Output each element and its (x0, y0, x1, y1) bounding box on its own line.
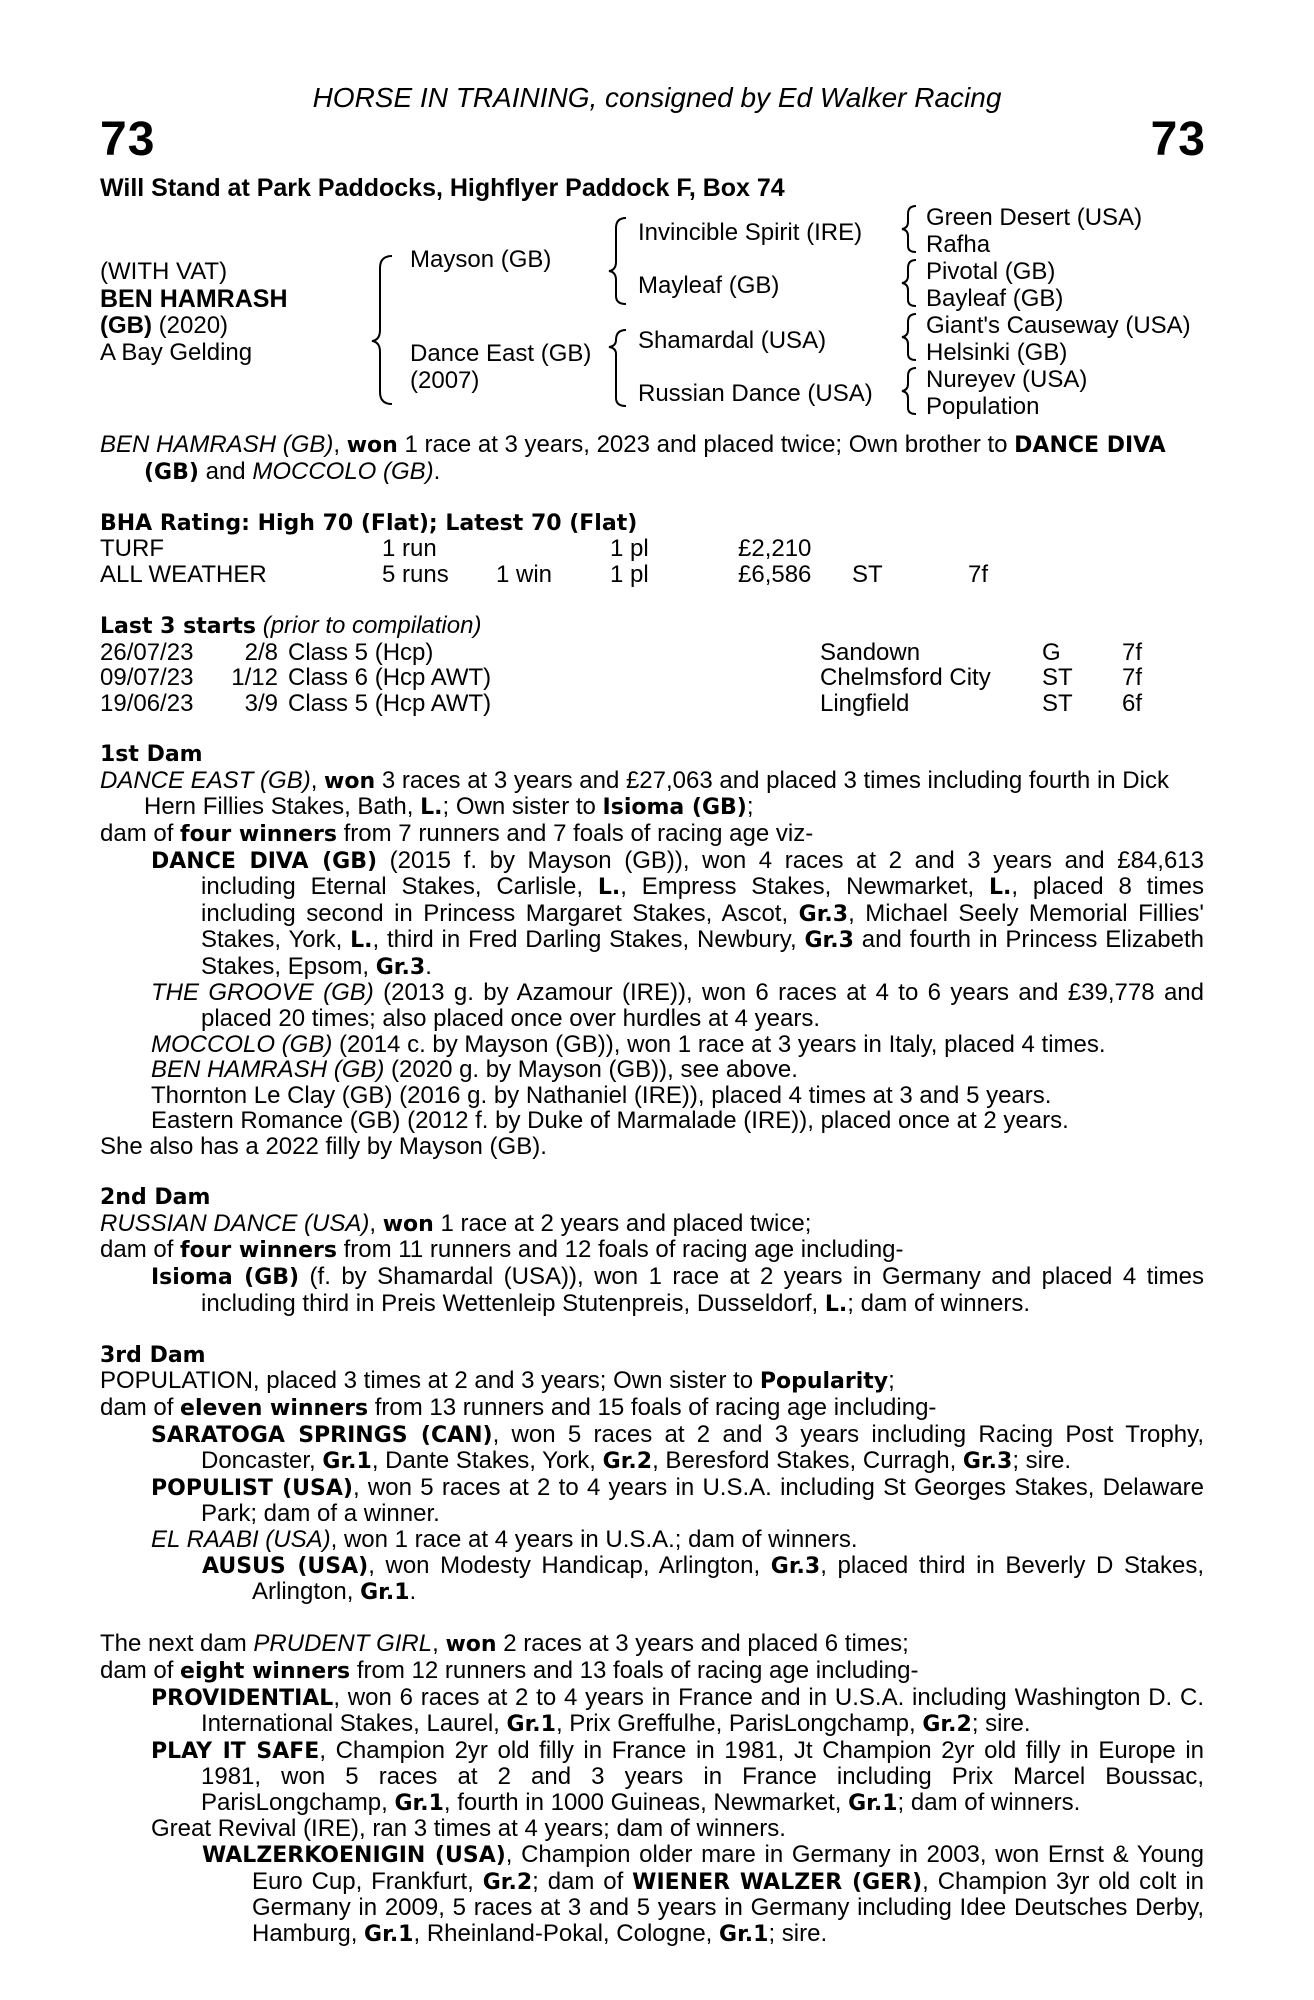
surface: ALL WEATHER (100, 560, 267, 588)
sire: Mayson (GB) (410, 246, 552, 273)
last-starts-title (100, 613, 1204, 640)
table-row (100, 536, 1028, 562)
ggp-6: Helsinki (GB) (926, 339, 1068, 366)
produce-name: SARATOGA SPRINGS (CAN) (151, 1422, 493, 1448)
start-class: Class 6 (Hcp AWT) (288, 664, 492, 692)
dam-of-label: dam of (100, 1656, 181, 1684)
produce-text: , third in Fred Darling Stakes, Newbury, (372, 926, 805, 954)
ggp-8: Population (926, 393, 1040, 420)
dam4-record (100, 1631, 1204, 1658)
winners-count: four winners (180, 821, 337, 847)
start-position: 3/9 (244, 689, 278, 717)
dam-of-text: from 11 runners and 12 foals of racing age including- (336, 1236, 904, 1264)
ggp-7: Nureyev (USA) (926, 366, 1088, 393)
ggp-3: Pivotal (GB) (926, 258, 1056, 285)
dam1-name: DANCE EAST (GB) (100, 766, 311, 794)
horse-year: (2020) (158, 312, 229, 339)
produce-text: . (409, 1578, 417, 1606)
summary-text: 1 race at 3 years, 2023 and placed twice; Own brother to (397, 431, 1015, 458)
group-label: Gr.3 (798, 901, 849, 927)
produce-text: ; dam of winners. (897, 1788, 1081, 1816)
produce-thornton-le-clay: Thornton Le Clay (GB) (2016 g. by Nathaniel (IRE)), placed 4 times at 3 and 5 years. (151, 1081, 1052, 1109)
placed: 1 pl (610, 535, 649, 563)
table-row (100, 691, 1182, 717)
produce-text: ; sire. (1012, 1447, 1072, 1475)
dam3-text: POPULATION, placed 3 times at 2 and 3 years; Own sister to (100, 1367, 760, 1395)
start-course: Sandown (820, 638, 921, 666)
produce-text: , Champion older mare in Germany in 2003, won Ernst & Young Euro Cup, Frankfurt, (252, 1841, 1204, 1895)
group-label: Gr.1 (322, 1449, 372, 1475)
produce-isioma (100, 1264, 1204, 1317)
group-label: Gr.1 (506, 1712, 556, 1738)
produce-walzerkoenigin (100, 1842, 1204, 1947)
dam2-name: RUSSIAN DANCE (USA) (100, 1209, 370, 1237)
prize: £2,210 (738, 535, 812, 563)
placed: 1 pl (610, 560, 649, 588)
last-starts-subtitle: (prior to compilation) (262, 612, 482, 640)
dam3-record (100, 1368, 1204, 1395)
produce-providential (100, 1685, 1204, 1738)
produce-text: , Rheinland-Pokal, Cologne, (413, 1919, 720, 1947)
produce-name: PROVIDENTIAL (151, 1685, 334, 1711)
dam-of-text: from 13 runners and 15 foals of racing age including- (368, 1393, 937, 1421)
dam-of-text: from 7 runners and 7 foals of racing age viz- (336, 819, 814, 847)
produce-saratoga-springs (100, 1422, 1204, 1475)
dam4-name: PRUDENT GIRL (253, 1630, 433, 1658)
horse-country: (GB) (100, 312, 152, 339)
winners-count: eleven winners (180, 1395, 369, 1421)
dam1-text-2: ; Own sister to (442, 793, 603, 821)
produce-ben-hamrash (100, 1057, 1204, 1083)
produce-name: POPULIST (USA) (151, 1475, 353, 1501)
dam1-produce-summary (100, 821, 1204, 848)
dam-of-text: from 12 runners and 13 foals of racing age including- (350, 1656, 919, 1684)
vat-status: (WITH VAT) (100, 258, 228, 285)
dam-of-label: dam of (100, 1236, 181, 1264)
produce-name: AUSUS (USA) (202, 1553, 369, 1579)
group-label: Gr.3 (375, 954, 426, 980)
dam2-title: 2nd Dam (100, 1185, 211, 1211)
produce-text: (f. by Shamardal (USA)), won 1 race at 2 years in Germany and placed 4 times including third in Preis Wettenleip Stutenpreis, Dusseldorf, (201, 1263, 1204, 1317)
produce-text: ; sire. (971, 1710, 1031, 1738)
wins: 1 win (496, 560, 553, 588)
last-starts-table (100, 640, 1182, 717)
produce-text: and fourth in Princess Elizabeth Stakes, Epsom, (201, 926, 1204, 980)
group-label: Gr.1 (848, 1790, 898, 1816)
produce-el-raabi (100, 1527, 1204, 1553)
start-going: ST (1042, 689, 1073, 717)
dam3-title: 3rd Dam (100, 1342, 206, 1368)
produce-text: , won 1 race at 4 years in U.S.A.; dam of winners. (330, 1525, 858, 1553)
produce-moccolo (100, 1032, 1204, 1058)
produce-ausus (100, 1553, 1204, 1606)
produce-name: THE GROOVE (GB) (151, 979, 374, 1007)
runs: 1 run (382, 535, 437, 563)
group-label: Gr.2 (482, 1869, 533, 1895)
dam1-title: 1st Dam (100, 742, 203, 768)
going: ST (852, 560, 883, 588)
dam2-text: 1 race at 2 years and placed twice; (433, 1209, 812, 1237)
table-row (100, 562, 1028, 588)
summary-text-2: and (198, 457, 253, 485)
produce-text: , won 5 races at 2 and 3 years including Racing Post Trophy, Doncaster, (201, 1420, 1204, 1475)
listed-label: L. (989, 875, 1012, 901)
produce-text: (2020 g. by Mayson (GB)), see above. (384, 1056, 798, 1084)
dam-sire: Shamardal (USA) (638, 327, 827, 354)
dam2-won: won (382, 1211, 434, 1237)
listed-label: L. (350, 928, 373, 954)
produce-text: , Empress Stakes, Newmarket, (620, 873, 990, 901)
group-label: Gr.2 (922, 1712, 972, 1738)
lot-number-left: 73 (100, 113, 156, 166)
produce-eastern-romance: Eastern Romance (GB) (2012 f. by Duke of Marmalade (IRE)), placed once at 2 years. (151, 1107, 1069, 1135)
produce-text: , won Modesty Handicap, Arlington, (368, 1551, 771, 1579)
dam4-text: 2 races at 3 years and placed 6 times; (496, 1630, 909, 1658)
page-header: HORSE IN TRAINING, consigned by Ed Walker Racing (312, 82, 1002, 113)
dam2-record: RUSSIAN DANCE (USA), won 1 race at 2 years and placed twice; (100, 1209, 812, 1237)
start-distance: 7f (1122, 638, 1143, 666)
start-class: Class 5 (Hcp) (288, 638, 434, 666)
dam1-text: 3 races at 3 years and £27,063 and placed 3 times including fourth in Dick Hern Fillies Stakes, Bath, (144, 766, 1169, 821)
produce-name: DANCE DIVA (GB) (151, 848, 378, 874)
produce-name: MOCCOLO (GB) (151, 1030, 333, 1058)
table-row (100, 665, 1182, 691)
produce-text: , Champion 3yr old colt in Germany in 2009, 5 races at 3 and 5 years in Germany including Idee Deutsches Derby, Hamburg, (252, 1867, 1205, 1947)
group-label: Gr.3 (770, 1553, 821, 1579)
bha-rating-title: BHA Rating: High 70 (Flat); Latest 70 (Flat) (100, 510, 638, 536)
dam1-additional-note: She also has a 2022 filly by Mayson (GB). (100, 1133, 547, 1161)
group-label: Gr.3 (804, 928, 854, 954)
produce-name: PLAY IT SAFE (151, 1738, 320, 1764)
produce-text: (2014 c. by Mayson (GB)), won 1 race at 3 years in Italy, placed 4 times. (332, 1030, 1106, 1058)
ggp-2: Rafha (926, 231, 991, 258)
horse-name: BEN HAMRASH (100, 285, 288, 313)
produce-great-revival: Great Revival (IRE), ran 3 times at 4 years; dam of winners. (151, 1815, 786, 1843)
start-class: Class 5 (Hcp AWT) (288, 689, 492, 717)
dam4-won: won (445, 1632, 497, 1658)
dam1-won: won (324, 768, 376, 794)
distance (968, 536, 1028, 562)
start-date: 26/07/23 (100, 638, 194, 666)
group-label: Gr.1 (364, 1921, 414, 1947)
summary-sibling-1: DANCE DIVA (GB) (144, 433, 1166, 485)
wins (496, 536, 610, 562)
dam-of-label: dam of (100, 1393, 181, 1421)
dam4-separator: , (432, 1630, 446, 1658)
ggp-4: Bayleaf (GB) (926, 285, 1064, 312)
catalogue-body (100, 432, 1204, 1947)
distance: 7f (968, 560, 989, 588)
race-record-table (100, 536, 1028, 587)
ggp-1: Green Desert (USA) (926, 204, 1143, 231)
dam3-produce-summary (100, 1395, 1204, 1422)
sire-sire: Invincible Spirit (IRE) (638, 219, 863, 246)
produce-text: , fourth in 1000 Guineas, Newmarket, (443, 1788, 849, 1816)
start-distance: 7f (1122, 664, 1143, 692)
group-label: Gr.1 (719, 1921, 769, 1947)
start-course: Chelmsford City (820, 664, 991, 692)
group-label: Gr.3 (962, 1449, 1013, 1475)
group-label: Gr.2 (602, 1449, 653, 1475)
table-row (100, 640, 1182, 666)
produce-name: Isioma (GB) (151, 1265, 300, 1290)
produce-text: , won 6 races at 2 to 4 years in France and in U.S.A. including Washington D. C. International Stakes, Laurel, (201, 1683, 1204, 1738)
summary-name: BEN HAMRASH (GB) (100, 431, 334, 458)
horse-summary: BEN HAMRASH (GB), won 1 race at 3 years, 2023 and placed twice; Own brother to DANCE DIVA (GB) and MOCCOLO (GB). (100, 431, 1166, 485)
summary-text-3: . (433, 457, 441, 485)
dam1-sister: Isioma (GB) (602, 795, 747, 821)
produce-text: ; dam of (532, 1867, 633, 1895)
winners-count: four winners (180, 1238, 337, 1264)
dam4-intro: The next dam (100, 1630, 254, 1658)
dam2-produce-summary (100, 1237, 1204, 1264)
produce-text: , placed third in Beverly D Stakes, Arlington, (252, 1551, 1205, 1606)
dam: Dance East (GB) (410, 340, 592, 367)
ggp-5: Giant's Causeway (USA) (926, 312, 1191, 339)
surface: TURF (100, 535, 164, 563)
produce-text: . (425, 952, 432, 980)
produce-son: WIENER WALZER (GER) (632, 1869, 923, 1895)
produce-name: WALZERKOENIGIN (USA) (202, 1843, 506, 1869)
produce-text: , Beresford Stakes, Curragh, (652, 1447, 963, 1475)
group-label: Gr.1 (394, 1790, 444, 1816)
going (852, 536, 968, 562)
listed-label: L. (420, 795, 443, 821)
start-position: 2/8 (244, 638, 278, 666)
produce-text: , Prix Greffulhe, ParisLongchamp, (555, 1710, 923, 1738)
prize: £6,586 (738, 560, 812, 588)
start-going: ST (1042, 664, 1073, 692)
start-distance: 6f (1122, 689, 1143, 717)
winners-count: eight winners (180, 1658, 351, 1684)
group-label: Gr.1 (360, 1580, 410, 1606)
last-starts-heading: Last 3 starts (100, 614, 257, 640)
produce-text: , won 5 races at 2 to 4 years in U.S.A. including St Georges Stakes, Delaware Park; dam of a winner. (201, 1473, 1205, 1528)
dam3-sister: Popularity (759, 1369, 889, 1395)
dam-of-label: dam of (100, 819, 181, 847)
stand-location: Will Stand at Park Paddocks, Highflyer Paddock F, Box 74 (100, 174, 785, 202)
dam3-text-2: ; (888, 1367, 895, 1395)
produce-populist (100, 1475, 1204, 1527)
start-position: 1/12 (231, 664, 278, 692)
produce-the-groove (100, 980, 1204, 1031)
produce-text: (2015 f. by Mayson (GB)), won 4 races at 2 and 3 years and £84,613 including Eternal Stakes, Carlisle, (201, 846, 1204, 901)
produce-text: ; sire. (768, 1919, 828, 1947)
produce-dance-diva (100, 848, 1204, 981)
dam-year: (2007) (410, 367, 480, 394)
produce-text: (2013 g. by Azamour (IRE)), won 6 races at 4 to 6 years and £39,778 and placed 20 times; also placed once over hurdles at 4 years. (201, 979, 1204, 1033)
dam1-text-3: ; (746, 793, 754, 821)
listed-label: L. (824, 1291, 848, 1317)
dam1-record: DANCE EAST (GB), won 3 races at 3 years and £27,063 and placed 3 times including fourth in Dick Hern Fillies Stakes, Bath, L.; Own sister to Isioma (GB); (100, 766, 1169, 821)
start-course: Lingfield (820, 689, 910, 717)
produce-play-it-safe (100, 1738, 1204, 1817)
start-date: 09/07/23 (100, 664, 194, 692)
start-going: G (1042, 638, 1061, 666)
produce-text: ; dam of winners. (847, 1289, 1031, 1317)
produce-text: , Dante Stakes, York, (371, 1447, 603, 1475)
produce-text: , Michael Seely Memorial Fillies' Stakes, York, (201, 899, 1204, 954)
summary-won: won (346, 433, 398, 458)
lot-number-right: 73 (1150, 113, 1206, 166)
produce-name: EL RAABI (USA) (151, 1525, 331, 1553)
dam4-produce-summary (100, 1658, 1204, 1685)
produce-text: , Champion 2yr old filly in France in 1981, Jt Champion 2yr old filly in Europe in 1981, won 5 races at 2 and 3 years in France including Prix Marcel Boussac, ParisLongchamp, (201, 1736, 1204, 1816)
dam-dam: Russian Dance (USA) (638, 380, 873, 407)
produce-name: BEN HAMRASH (GB) (151, 1056, 385, 1084)
sire-dam: Mayleaf (GB) (638, 272, 780, 299)
horse-description: A Bay Gelding (100, 339, 253, 366)
listed-label: L. (597, 875, 621, 901)
produce-text: , placed 8 times including second in Princess Margaret Stakes, Ascot, (201, 873, 1205, 927)
runs: 5 runs (382, 560, 449, 588)
summary-sibling-2: MOCCOLO (GB) (252, 457, 434, 485)
start-date: 19/06/23 (100, 689, 194, 717)
